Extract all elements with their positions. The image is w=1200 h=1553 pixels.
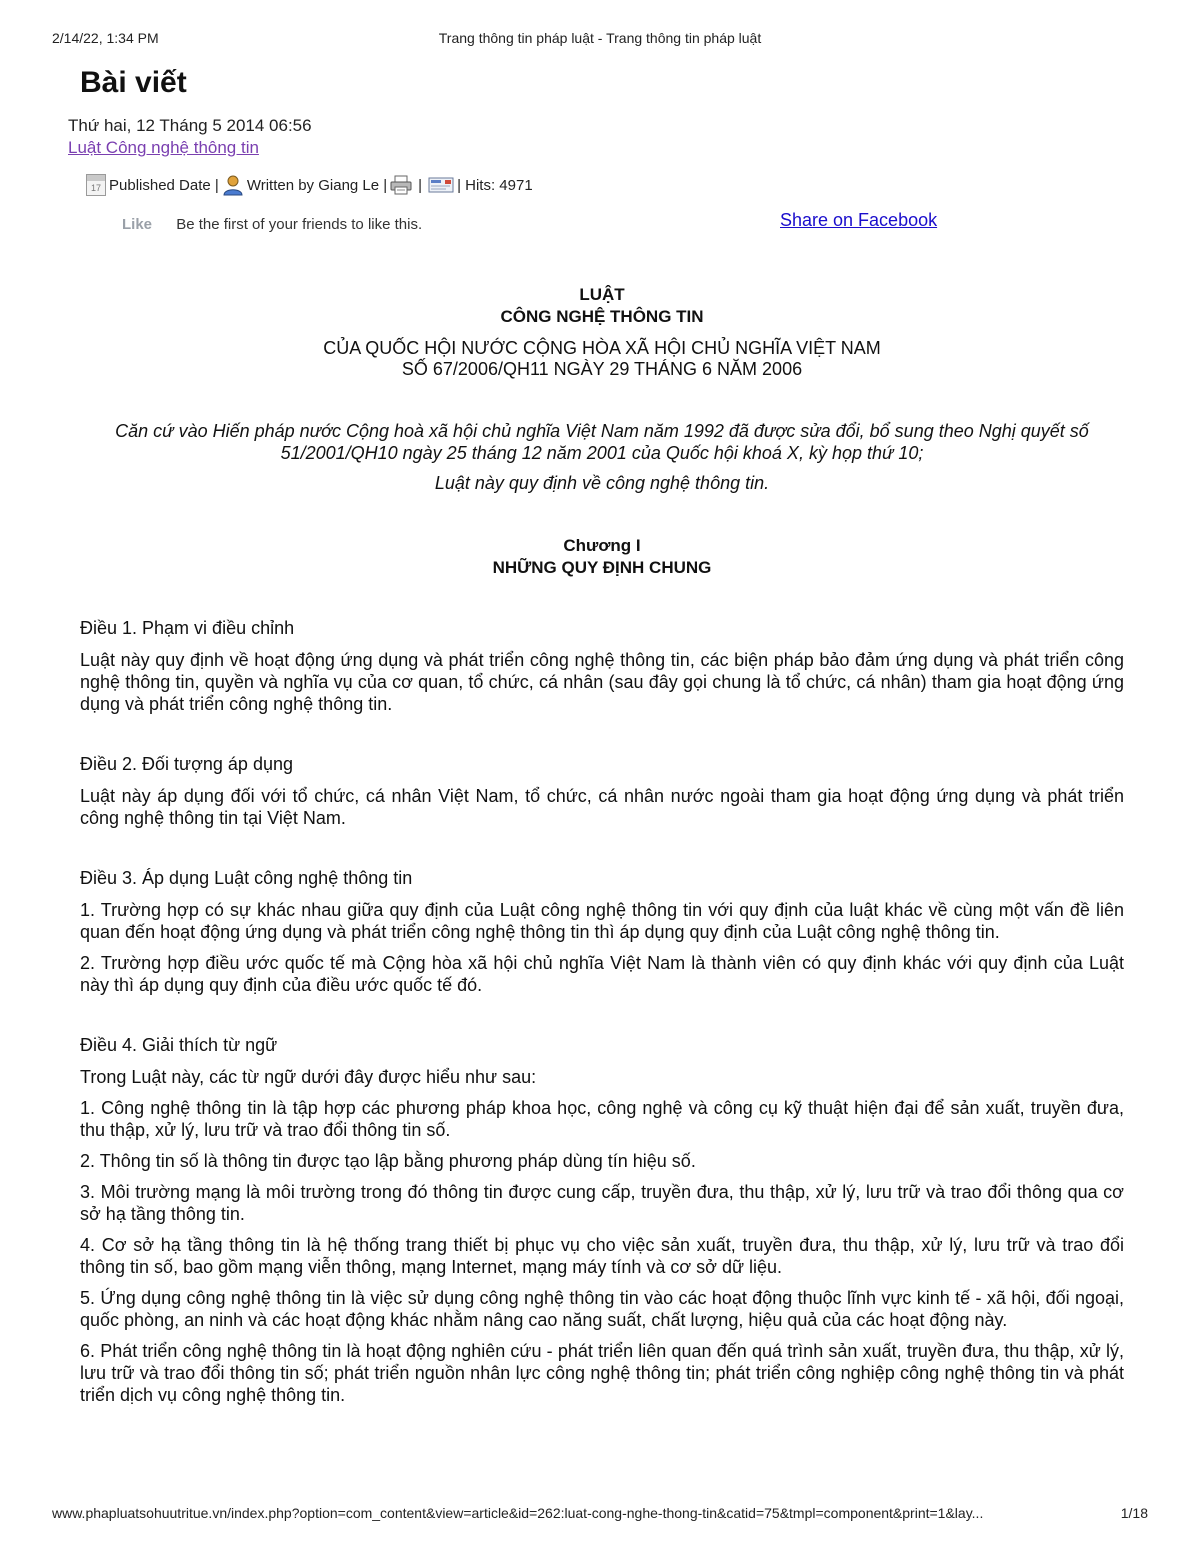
law-article-3 — [80, 867, 1124, 996]
law-subtitle-line1: CỦA QUỐC HỘI NƯỚC CỘNG HÒA XÃ HỘI CHỦ NGHĨA VIỆT NAM — [323, 338, 881, 358]
law-article-paragraph: 2. Trường hợp điều ước quốc tế mà Cộng hòa xã hội chủ nghĩa Việt Nam là thành viên có quy định khác với quy định của Luật này thì áp dụng quy định của điều ước quốc tế đó. — [80, 953, 1124, 995]
hits-count: | Hits: 4971 — [457, 176, 533, 194]
law-title-line1: LUẬT — [579, 285, 625, 304]
law-article-paragraph: 4. Cơ sở hạ tầng thông tin là hệ thống trang thiết bị phục vụ cho việc sản xuất, truyền đưa, thu thập, xử lý, lưu trữ và trao đổi thông tin số, bao gồm mạng viễn thông, mạng Internet, mạng máy tính và cơ sở dữ liệu. — [80, 1235, 1124, 1277]
law-article-heading: Điều 1. Phạm vi điều chỉnh — [80, 618, 295, 638]
share-facebook-link[interactable]: Share on Facebook — [780, 210, 938, 230]
chapter-number: Chương I — [563, 536, 641, 555]
print-datetime: 2/14/22, 1:34 PM — [52, 30, 159, 46]
law-article-paragraph: 5. Ứng dụng công nghệ thông tin là việc sử dụng công nghệ thông tin vào các hoạt động thuộc lĩnh vực kinh tế - xã hội, đối ngoại, quốc phòng, an ninh và các hoạt động khác nhằm nâng cao năng suất, chất lượng, hiệu quả của các hoạt động này. — [80, 1288, 1124, 1330]
author-label: Written by Giang Le | — [246, 176, 388, 194]
law-article-4 — [80, 1034, 1124, 1406]
law-article-paragraph: 1. Trường hợp có sự khác nhau giữa quy định của Luật công nghệ thông tin với quy định của luật khác về cùng một vấn đề liên quan đến hoạt động ứng dụng và phát triển công nghệ thông tin thì áp dụng quy định của Luật công nghệ thông tin. — [80, 900, 1124, 942]
law-article-paragraph: Trong Luật này, các từ ngữ dưới đây được hiểu như sau: — [80, 1067, 537, 1087]
article-info-bar — [86, 174, 533, 196]
print-url: www.phapluatsohuutritue.vn/index.php?option=com_content&view=article&id=262:luat-cong-nghe-thong-tin&catid=75&tmpl=component&print=1&lay... — [52, 1505, 984, 1521]
print-page-title: Trang thông tin pháp luật - Trang thông tin pháp luật — [438, 30, 762, 46]
preamble — [80, 420, 1124, 502]
category-link[interactable]: Luật Công nghệ thông tin — [68, 138, 259, 157]
chapter-heading — [80, 535, 1124, 579]
like-text: Be the first of your friends to like this. — [176, 216, 423, 233]
printer-icon[interactable] — [390, 175, 412, 195]
article-heading: Bài viết — [80, 66, 187, 99]
law-article-paragraph: 2. Thông tin số là thông tin được tạo lập bằng phương pháp dùng tín hiệu số. — [80, 1151, 696, 1171]
law-article-2 — [80, 753, 1124, 829]
info-separator: | — [418, 176, 423, 194]
law-article-1 — [80, 617, 1124, 715]
facebook-like-row — [122, 216, 422, 233]
preamble-scope: Luật này quy định về công nghệ thông tin. — [434, 473, 770, 493]
page-number: 1/18 — [1120, 1505, 1148, 1521]
law-article-paragraph: 1. Công nghệ thông tin là tập hợp các phương pháp khoa học, công nghệ và công cụ kỹ thuật hiện đại để sản xuất, truyền đưa, thu thập, xử lý, lưu trữ và trao đổi thông tin số. — [80, 1098, 1124, 1140]
law-article-paragraph: 3. Môi trường mạng là môi trường trong đó thông tin được cung cấp, truyền đưa, thu thập, xử lý, lưu trữ và trao đổi thông qua cơ sở hạ tầng thông tin. — [80, 1182, 1124, 1224]
chapter-title: NHỮNG QUY ĐỊNH CHUNG — [492, 558, 712, 577]
user-icon — [222, 174, 244, 196]
law-title — [80, 284, 1124, 328]
article-body — [80, 617, 1124, 1444]
law-article-heading: Điều 3. Áp dụng Luật công nghệ thông tin — [80, 868, 413, 888]
law-subtitle — [80, 338, 1124, 380]
law-article-heading: Điều 4. Giải thích từ ngữ — [80, 1035, 278, 1055]
calendar-icon: 17 — [86, 174, 106, 196]
print-footer — [52, 1505, 1148, 1521]
law-article-heading: Điều 2. Đối tượng áp dụng — [80, 754, 293, 774]
like-button[interactable]: Like — [122, 216, 153, 233]
email-icon[interactable] — [428, 177, 454, 193]
law-subtitle-line2: SỐ 67/2006/QH11 NGÀY 29 THÁNG 6 NĂM 2006 — [401, 359, 803, 379]
published-date-label: Published Date | — [109, 176, 219, 194]
article-date: Thứ hai, 12 Tháng 5 2014 06:56 — [68, 116, 312, 135]
print-header — [52, 30, 1148, 50]
law-article-paragraph: Luật này áp dụng đối với tổ chức, cá nhân Việt Nam, tổ chức, cá nhân nước ngoài tham gia hoạt động ứng dụng và phát triển công nghệ thông tin tại Việt Nam. — [80, 786, 1124, 828]
preamble-basis: Căn cứ vào Hiến pháp nước Cộng hoà xã hội chủ nghĩa Việt Nam năm 1992 đã được sửa đổi, bổ sung theo Nghị quyết số 51/2001/QH10 ngày 25 tháng 12 năm 2001 của Quốc hội khoá X, kỳ họp thứ 10; — [115, 421, 1089, 463]
law-article-paragraph: 6. Phát triển công nghệ thông tin là hoạt động nghiên cứu - phát triển liên quan đến quá trình sản xuất, truyền đưa, thu thập, xử lý, lưu trữ và trao đổi thông tin số; phát triển nguồn nhân lực công nghệ thông tin; phát triển công nghiệp công nghệ thông tin và phát triển dịch vụ công nghệ thông tin. — [80, 1341, 1124, 1405]
law-title-line2: CÔNG NGHỆ THÔNG TIN — [500, 307, 704, 326]
law-article-paragraph: Luật này quy định về hoạt động ứng dụng và phát triển công nghệ thông tin, các biện pháp bảo đảm ứng dụng và phát triển công nghệ thông tin, quyền và nghĩa vụ của cơ quan, tổ chức, cá nhân (sau đây gọi chung là tổ chức, cá nhân) tham gia hoạt động ứng dụng và phát triển công nghệ thông tin. — [80, 650, 1124, 714]
